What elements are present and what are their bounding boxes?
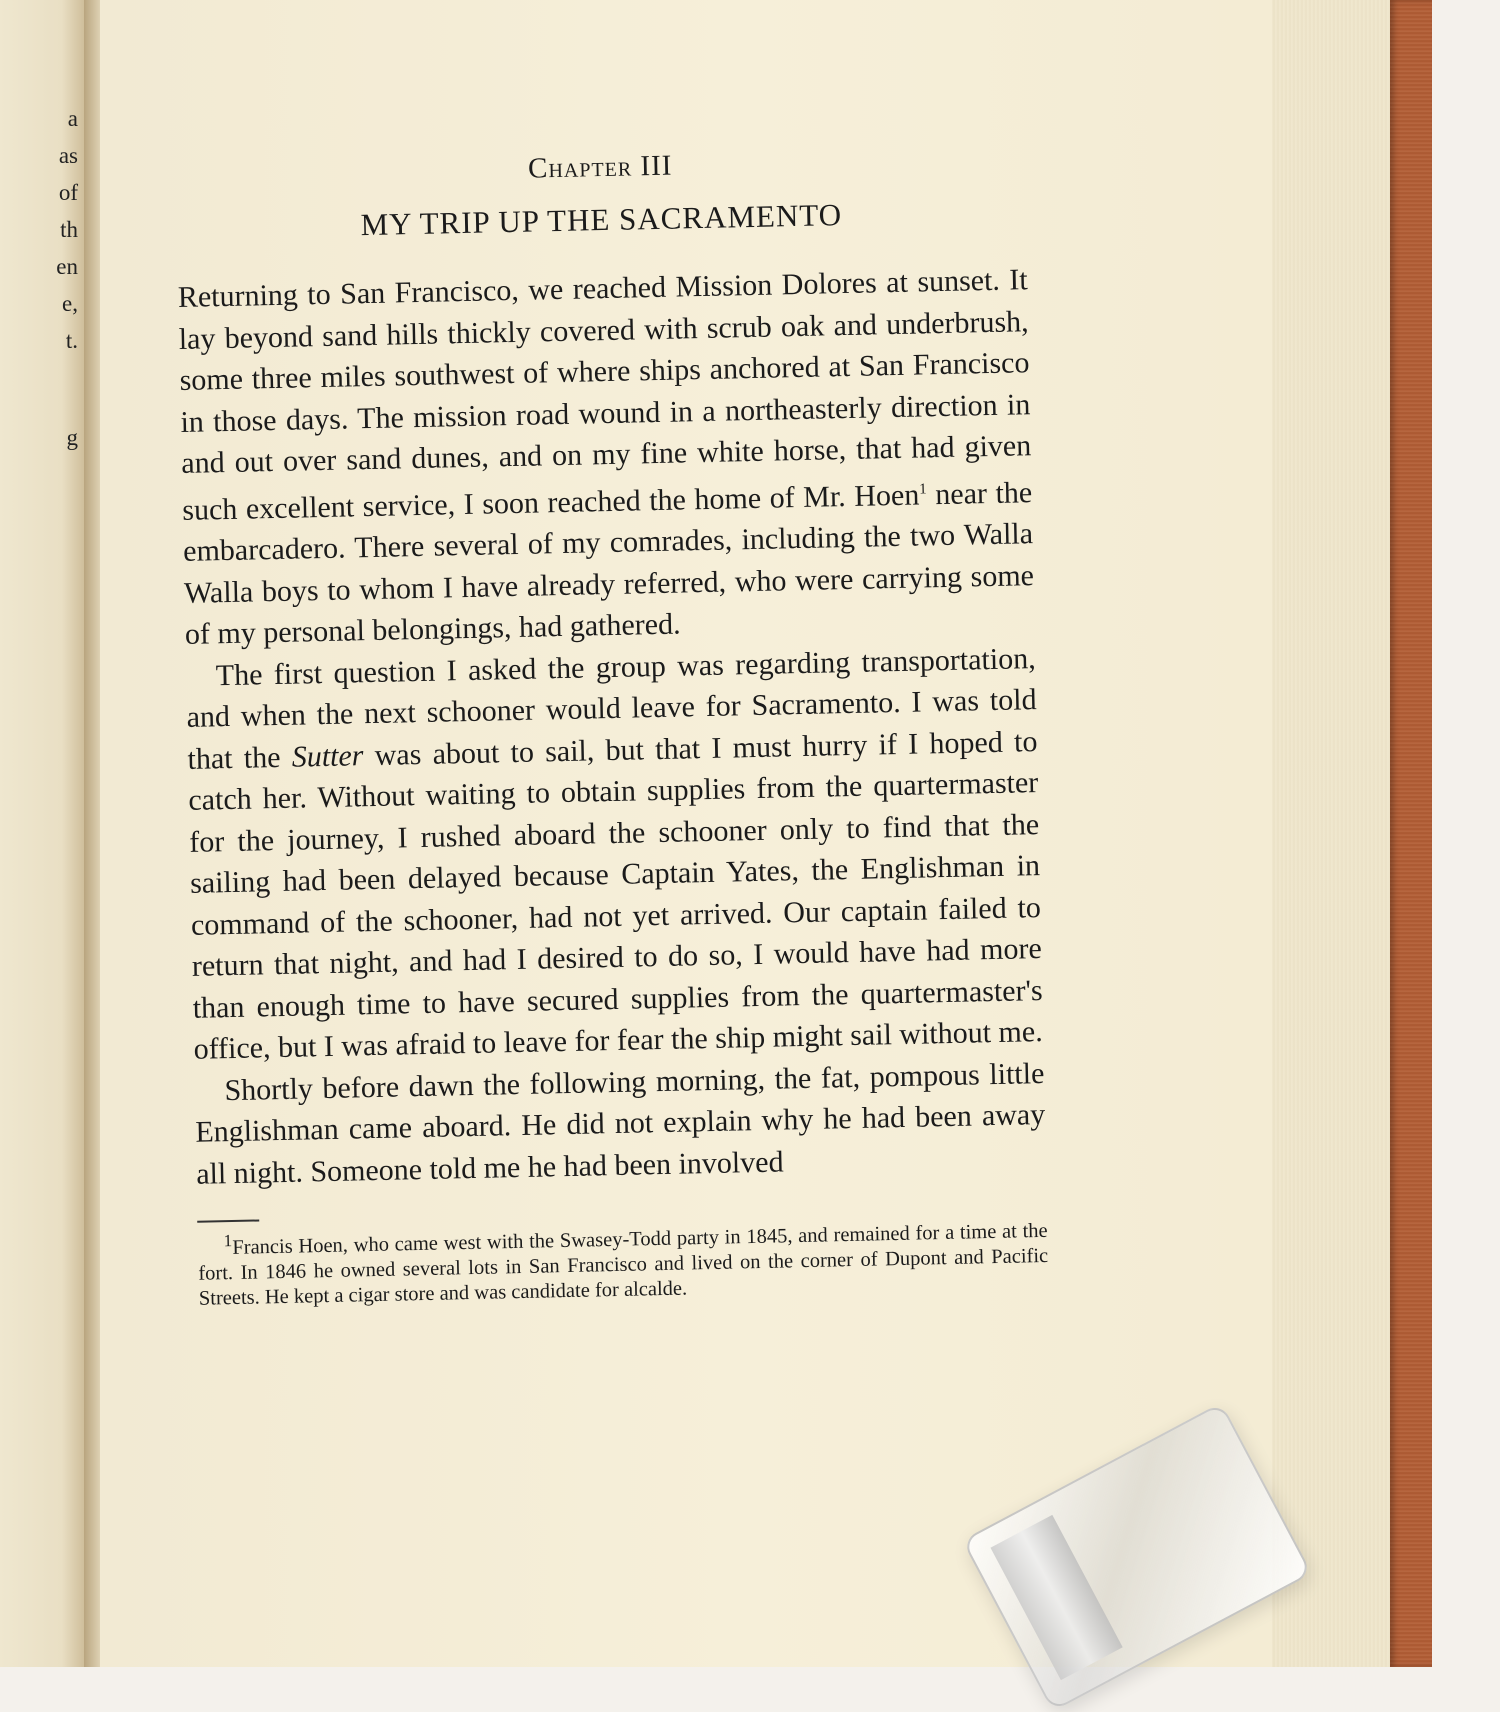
left-fragment: of: [58, 180, 78, 205]
paragraph-2-continued: was about to sail, but that I must hurry if I hoped to catch her. Without waiting to obtain supplies from the quartermaster for the journey, I rushed aboard the schooner only to find that the sailing had been delayed because Captain Yates, the Englishman in command of the schooner, had not yet arrived. Our captain failed to return that night, and had I desired to do so, I would have had more than enough time to have secured supplies from the quartermaster's office, but I was afraid to leave for fear the ship might sail without me.: [188, 724, 1043, 1066]
book-cover-edge: [1390, 0, 1432, 1667]
page-edge: [1272, 0, 1392, 1667]
left-fragment: g: [66, 425, 78, 450]
ship-name: Sutter: [291, 738, 364, 774]
footnote-reference: 1: [918, 480, 927, 497]
chapter-title: MY TRIP UP THE SACRAMENTO: [360, 197, 843, 243]
paragraph-1: [177, 259, 1035, 655]
left-fragment: e,: [62, 291, 78, 316]
paragraph-2-text: The first question I asked the group was regarding transportation, and when the next schooner would leave for Sacramento. I was told that the: [186, 641, 1037, 776]
paragraph-2: [185, 638, 1044, 1071]
page-text-block: [175, 142, 1049, 1311]
paragraph-1-continued: There several of my comrades, including the two Walla Walla boys to whom I have already referred, who were carrying some of my personal belongings, had gathered.: [183, 517, 1035, 651]
footnote-text: Francis Hoen, who came west with the Swasey-Todd party in 1845, and remained for a time at the fort. In 1846 he owned several lots in San Francisco and lived on the corner of Dupont and Pacific Streets. He kept a cigar store and was candidate for alcalde.: [198, 1219, 1049, 1310]
left-fragment: a: [67, 106, 78, 131]
left-fragment: as: [58, 143, 78, 168]
footnote-marker: 1: [223, 1231, 233, 1251]
paragraph-1-tail: near the embarcadero.: [182, 475, 1033, 568]
left-page: [0, 0, 88, 1667]
paragraph-3: Shortly before dawn the following morning, the fat, pompous little Englishman came aboard. He did not explain why he had been away all night. Someone told me he had been involved: [195, 1056, 1046, 1191]
paragraph-1-text: Returning to San Francisco, we reached Mission Dolores at sunset. It lay beyond sand hills thickly covered with scrub oak and underbrush, some three miles southwest of where ships anchored at San Francisco in those days. The mission road wound in a northeasterly direction in and out over sand dunes, and on my fine white horse, that had given such excellent service, I soon reached the home of Mr. Hoen: [177, 263, 1032, 527]
footnote-divider: [197, 1219, 259, 1222]
left-fragment: th: [60, 217, 78, 242]
left-fragment: t.: [65, 328, 78, 353]
left-fragment: en: [56, 254, 78, 279]
chapter-label: Chapter III: [527, 149, 673, 185]
